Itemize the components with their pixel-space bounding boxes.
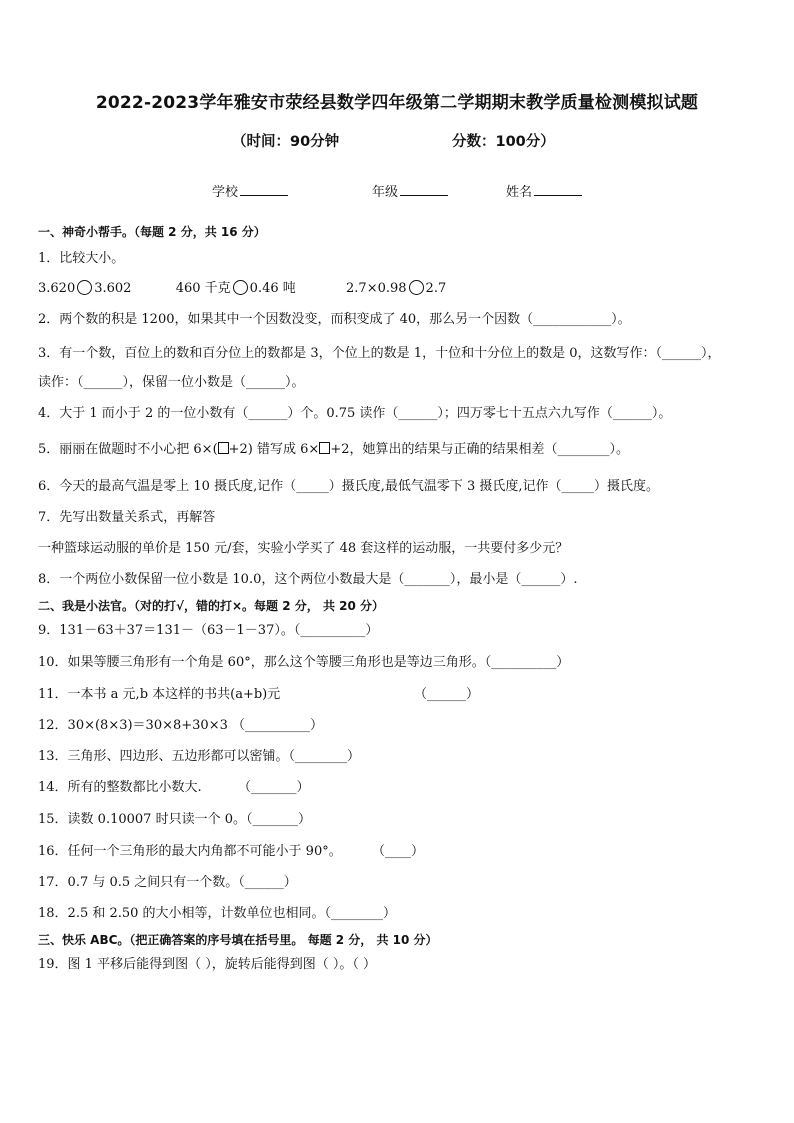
exam-subtitle [0, 130, 794, 150]
exam-title: 2022-2023学年雅安市荥经县数学四年级第二学期期末教学质量检测模拟试题 [95, 93, 699, 113]
question-11 [38, 686, 764, 704]
compare-1-right: 3.602 [94, 281, 132, 296]
question-4: 4．大于 1 而小于 2 的一位小数有（______）个。0.75 读作（______）；四万零七十五点六九写作（______）。 [38, 406, 672, 421]
compare-circle-2[interactable] [233, 280, 248, 295]
question-5-part-b: +2) 错写成 6× [228, 442, 320, 457]
blank-box-icon [319, 442, 330, 454]
score-label: 分数：100分） [452, 134, 555, 150]
time-label: （时间：90分钟 [232, 134, 340, 150]
name-field[interactable] [506, 181, 582, 200]
compare-2-left: 460 千克 [175, 281, 231, 296]
question-5 [38, 441, 764, 459]
question-14-answer: （_______） [238, 780, 310, 795]
school-field[interactable] [212, 181, 288, 200]
compare-3-left: 2.7×0.98 [346, 281, 407, 296]
question-3-line-1: 3．有一个数，百位上的数和百分位上的数都是 3，个位上的数是 1，十位和十分位上的数是 0，这数写作：（______）， [38, 346, 721, 361]
question-11-text: 11．一本书 a 元,b 本这样的书共(a+b)元 [38, 687, 281, 702]
question-14 [38, 779, 764, 797]
compare-3-right: 2.7 [425, 281, 447, 296]
section-1-heading: 一、神奇小帮手。（每题 2 分，共 16 分） [38, 225, 266, 239]
compare-1-left: 3.620 [38, 281, 76, 296]
question-11-answer: （______） [414, 687, 480, 702]
question-16 [38, 843, 764, 861]
compare-circle-1[interactable] [77, 280, 92, 295]
question-16-text: 16．任何一个三角形的最大内角都不可能小于 90°。 [38, 844, 342, 859]
section-3-heading: 三、快乐 ABC。（把正确答案的序号填在括号里。 每题 2 分， 共 10 分） [38, 933, 438, 947]
question-12: 12．30×(8×3)＝30×8+30×3 （__________） [38, 718, 323, 733]
question-8: 8．一个两位小数保留一位小数是 10.0，这个两位小数最大是（_______），最小是（______）. [38, 572, 578, 587]
question-15: 15．读数 0.10007 时只读一个 0。（_______） [38, 812, 311, 827]
question-19: 19．图 1 平移后能得到图（ ），旋转后能得到图（ ）。（ ） [38, 957, 376, 972]
compare-circle-3[interactable] [409, 280, 424, 295]
question-14-text: 14．所有的整数都比小数大. [38, 780, 202, 795]
question-17: 17．0.7 与 0.5 之间只有一个数。（______） [38, 875, 297, 890]
question-1: 1．比较大小。 [38, 251, 125, 266]
question-5-part-c: +2，她算出的结果与正确的结果相差（________）。 [330, 442, 629, 457]
question-2: 2．两个数的积是 1200，如果其中一个因数没变，而积变成了 40，那么另一个因数（____________）。 [38, 312, 631, 327]
school-blank[interactable] [240, 183, 288, 196]
question-13: 13．三角形、四边形、五边形都可以密铺。（________） [38, 749, 361, 764]
section-2-heading: 二、我是小法官。（对的打√，错的打×。每题 2 分， 共 20 分） [38, 599, 384, 613]
blank-box-icon [218, 442, 229, 454]
question-18: 18．2.5 和 2.50 的大小相等，计数单位也相同。（________） [38, 906, 397, 921]
question-6: 6．今天的最高气温是零上 10 摄氏度,记作（_____）摄氏度,最低气温零下 3 摄氏度,记作（_____）摄氏度。 [38, 479, 660, 494]
grade-blank[interactable] [400, 183, 448, 196]
name-label: 姓名 [506, 185, 533, 200]
grade-label: 年级 [372, 185, 399, 200]
question-5-part-a: 5．丽丽在做题时不小心把 6×( [38, 442, 218, 457]
grade-field[interactable] [372, 181, 448, 200]
question-1-comparisons [38, 280, 764, 298]
school-label: 学校 [212, 185, 239, 200]
student-info [0, 181, 794, 201]
question-10: 10．如果等腰三角形有一个角是 60°，那么这个等腰三角形也是等边三角形。（__________） [38, 655, 570, 670]
name-blank[interactable] [534, 183, 582, 196]
question-16-answer: （____） [372, 844, 425, 859]
question-9: 9．131－63＋37＝131－（63－1－37）。（__________） [38, 623, 379, 638]
question-7-detail: 一种篮球运动服的单价是 150 元/套，实验小学买了 48 套这样的运动服，一共要付多少元？ [38, 541, 569, 556]
compare-2-right: 0.46 吨 [249, 281, 296, 296]
question-7: 7．先写出数量关系式，再解答 [38, 510, 216, 525]
question-3-line-2: 读作：（______），保留一位小数是（______）。 [38, 375, 305, 390]
